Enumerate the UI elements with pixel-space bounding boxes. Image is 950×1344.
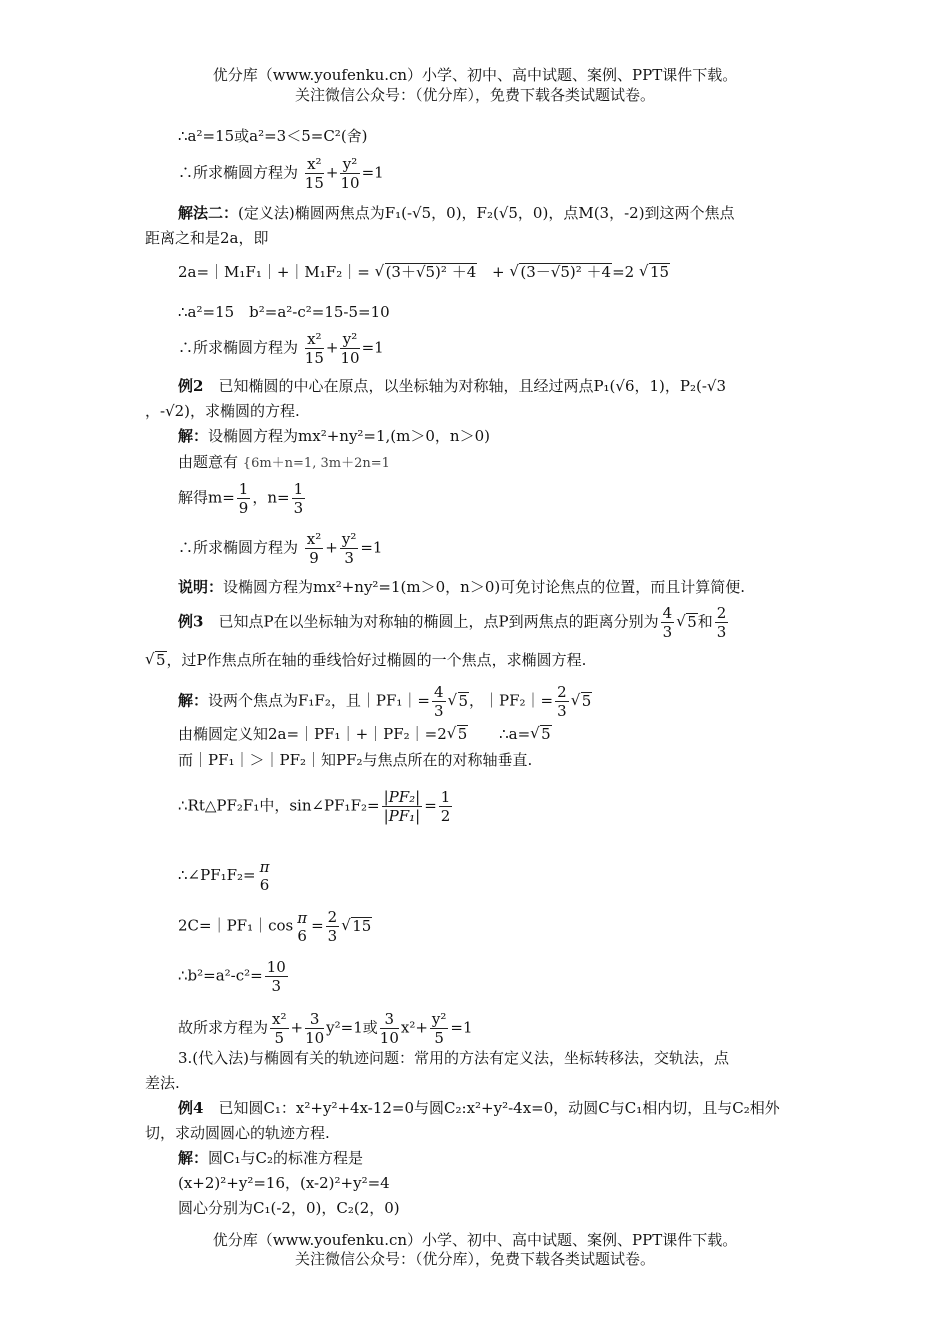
radicand: 5: [457, 725, 468, 743]
sqrt-5: [450, 691, 470, 711]
text: 2a=｜M₁F₁｜+｜M₁F₂｜=: [178, 263, 370, 281]
header-line-2: 关注微信公众号：（优分库），免费下载各类试题试卷。: [294, 86, 655, 104]
text: 和: [697, 612, 713, 631]
radicand: 5: [541, 725, 551, 743]
den: 9: [309, 549, 319, 567]
den: 3: [662, 623, 673, 641]
den: 3: [327, 927, 338, 945]
num: 10: [266, 958, 286, 976]
example-3-line: [178, 604, 730, 641]
num: 2: [557, 683, 567, 701]
text: ，｜PF₂｜=: [469, 691, 554, 710]
den: 10: [379, 1029, 399, 1047]
example-2-answer: [178, 530, 382, 567]
den: 3: [344, 549, 354, 567]
text: 故所求方程为: [178, 1018, 269, 1037]
sqrt-a: [377, 262, 478, 282]
num: x²: [305, 330, 324, 349]
fraction-pi-6: [258, 858, 272, 894]
den: 15: [304, 174, 324, 192]
plus: +: [290, 1018, 304, 1037]
fraction-10-3: [265, 958, 288, 995]
num: 1: [293, 480, 304, 498]
den: 5: [274, 1029, 285, 1047]
example-3-perpendicular: 而｜PF₁｜＞｜PF₂｜知PF₂与焦点所在的对称轴垂直.: [178, 751, 533, 769]
den: 6: [259, 876, 270, 894]
text: ∴Rt△PF₂F₁中，sin∠PF₁F₂=: [178, 796, 380, 815]
radicand: (3＋√5)² ＋4: [385, 263, 477, 281]
example-3-sine: [178, 788, 454, 825]
num: 4: [662, 604, 673, 622]
num: π: [297, 908, 308, 927]
example-3-text: 已知点P在以坐标轴为对称轴的椭圆上，点P到两焦点的距离分别为: [203, 612, 659, 631]
num: 1: [440, 788, 451, 806]
footer-line-2: 关注微信公众号：（优分库），免费下载各类试题试卷。: [294, 1250, 655, 1268]
den: 10: [305, 1029, 325, 1047]
line-2a-sum: [178, 262, 670, 282]
equation-system: {6m＋n=1, 3m＋2n=1: [242, 456, 390, 471]
den: 2: [440, 807, 451, 825]
example-4-line: [178, 1098, 780, 1118]
solution-text: 设椭圆方程为mx²+ny²=1,(m＞0，n＞0): [208, 427, 490, 445]
example-2-solved: [178, 480, 307, 517]
line-ellipse-eq-1: [178, 155, 384, 192]
den: 6: [297, 926, 307, 945]
method-two-label: 解法二：: [178, 204, 239, 222]
line-a2-b2: ∴a²=15 b²=a²-c²=15-5=10: [178, 303, 390, 321]
den: 15: [304, 349, 324, 367]
num: 3: [305, 1010, 324, 1029]
fraction-x2-15: [305, 155, 324, 192]
fraction-pf2-pf1: [382, 788, 423, 825]
radicand: 5: [581, 691, 592, 710]
den: 5: [434, 1029, 444, 1047]
text: 由题意有: [178, 453, 239, 471]
den: 3: [271, 977, 282, 995]
num: x²: [272, 1010, 287, 1028]
text: ，过P作焦点所在轴的垂线恰好过椭圆的一个焦点，求椭圆方程.: [166, 651, 587, 669]
example-3-answer: [178, 1010, 473, 1047]
plus: +: [325, 538, 338, 557]
text: y²=1或: [326, 1018, 378, 1037]
sqrt-5: [449, 724, 469, 744]
den: 10: [340, 349, 360, 367]
sqrt-15: [343, 916, 372, 936]
example-4-line-2: 切，求动圆圆心的轨迹方程.: [145, 1124, 330, 1142]
example-2-line: [178, 376, 726, 396]
method-two-text: (定义法)椭圆两焦点为F₁(-√5，0)，F₂(√5，0)，点M(3，-2)到这两个焦点: [238, 204, 735, 222]
text: ∴所求椭圆方程为: [178, 163, 299, 182]
example-4-standard: (x+2)²+y²=16，(x-2)²+y²=4: [178, 1174, 390, 1192]
example-2-solution: [178, 426, 490, 446]
radicand: 5: [687, 612, 697, 631]
header-line-1: 优分库（www.youfenku.cn）小学、初中、高中试题、案例、PPT课件下载。: [212, 66, 738, 84]
fraction-1-2: [439, 788, 453, 825]
plus: +: [492, 263, 505, 281]
text: ∴所求椭圆方程为: [178, 338, 299, 357]
sqrt-b: [511, 262, 612, 282]
text: 2C=｜PF₁｜cos: [178, 916, 294, 935]
example-2-text: 已知椭圆的中心在原点，以坐标轴为对称轴，且经过两点P₁(√6，1)，P₂(-√3: [203, 377, 727, 395]
text: ∴b²=a²-c²=: [178, 966, 263, 985]
note-line: [178, 577, 745, 597]
fraction-2-3: [555, 683, 569, 720]
text: 设两个焦点为F₁F₂，且｜PF₁｜=: [208, 691, 430, 710]
den: 10: [340, 174, 360, 192]
example-3-angle: [178, 858, 273, 894]
fraction-pi-6: [295, 909, 309, 945]
text: ∴a=: [499, 725, 531, 743]
method-two-line: [178, 203, 735, 223]
note-label: 说明：: [178, 578, 224, 596]
example-3-solution: [178, 683, 592, 720]
example-2-label: 例2: [178, 377, 204, 395]
fraction-4-3: [432, 683, 446, 720]
section-3-line-2: 差法.: [145, 1074, 180, 1092]
line-ellipse-eq-2: [178, 330, 384, 367]
eq: =1: [361, 338, 384, 357]
example-4-label: 例4: [178, 1099, 204, 1117]
section-3-line: 3.(代入法)与椭圆有关的轨迹问题：常用的方法有定义法，坐标转移法，交轨法，点: [178, 1049, 730, 1067]
sqrt-5: [678, 612, 698, 632]
fraction-3-10: [305, 1010, 324, 1047]
text: 解得m=: [178, 488, 235, 507]
num: y²: [340, 155, 359, 174]
fraction-y2-10: [340, 155, 359, 192]
plus: +: [325, 163, 339, 182]
example-3-b2: [178, 958, 290, 995]
eq: =2: [612, 263, 635, 281]
text: x²+: [400, 1018, 428, 1037]
example-3-label: 例3: [178, 612, 204, 631]
solution-text: 圆C₁与C₂的标准方程是: [208, 1149, 363, 1167]
den: 9: [238, 499, 249, 517]
radicand: 5: [458, 691, 469, 710]
num: 3: [380, 1010, 399, 1029]
den: 3: [433, 702, 444, 720]
example-3-line-2: [145, 650, 586, 670]
text: ，n=: [252, 488, 290, 507]
den: 3: [293, 499, 304, 517]
eq: =1: [450, 1018, 473, 1037]
sqrt-5: [532, 724, 552, 744]
example-4-centers: 圆心分别为C₁(-2，0)，C₂(2，0): [178, 1199, 400, 1217]
example-3-definition: [178, 724, 552, 744]
num: π: [259, 858, 270, 876]
fraction-2-3: [326, 908, 340, 945]
den: 3: [716, 623, 727, 641]
num: |PF₂|: [383, 788, 421, 806]
fraction-1-9: [237, 480, 251, 517]
eq: =: [311, 916, 324, 935]
num: 1: [238, 480, 249, 498]
den: 3: [557, 702, 567, 720]
eq: =1: [360, 538, 383, 557]
method-two-line-2: 距离之和是2a，即: [145, 229, 269, 247]
example-4-solution: [178, 1148, 363, 1168]
fraction-3-10: [380, 1010, 399, 1047]
fraction-x2-9: [305, 530, 323, 567]
radicand: (3－√5)² ＋4: [520, 263, 612, 281]
eq: =: [424, 796, 437, 815]
plus: +: [325, 338, 339, 357]
solution-label: 解：: [178, 691, 209, 710]
radicand: 15: [352, 916, 372, 935]
fraction-1-3: [292, 480, 306, 517]
num: x²: [306, 530, 322, 548]
num: y²: [341, 530, 357, 548]
example-2-system: [178, 452, 390, 474]
num: 2: [716, 604, 727, 622]
fraction-x2-5: [270, 1010, 288, 1047]
solution-label: 解：: [178, 1149, 209, 1167]
num: 2: [327, 908, 338, 926]
fraction-y2-5: [430, 1010, 449, 1047]
solution-label: 解：: [178, 427, 209, 445]
line-a2-15: ∴a²=15或a²=3＜5=C²(舍): [178, 127, 368, 145]
note-text: 设椭圆方程为mx²+ny²=1(m＞0，n＞0)可免讨论焦点的位置，而且计算简便.: [223, 578, 745, 596]
fraction-y2-10: [340, 330, 359, 367]
fraction-x2-15: [305, 330, 324, 367]
sqrt-5: [147, 650, 167, 670]
fraction-y2-3: [340, 530, 359, 567]
den: |PF₁|: [383, 807, 421, 825]
eq: =1: [361, 163, 384, 182]
example-2-line-2: ，-√2)，求椭圆的方程.: [145, 402, 300, 420]
num: x²: [305, 155, 324, 174]
sqrt-15: [641, 262, 670, 282]
example-3-2c: [178, 908, 372, 945]
sqrt-5: [573, 691, 593, 711]
radicand: 15: [649, 263, 670, 281]
text: ∴∠PF₁F₂=: [178, 866, 256, 884]
footer-line-1: 优分库（www.youfenku.cn）小学、初中、高中试题、案例、PPT课件下载。: [212, 1231, 738, 1249]
radicand: 5: [156, 651, 166, 669]
example-4-text: 已知圆C₁：x²+y²+4x-12=0与圆C₂:x²+y²-4x=0，动圆C与C₁相内切，且与C₂相外: [203, 1099, 780, 1117]
text: ∴所求椭圆方程为: [178, 538, 299, 557]
num: y²: [340, 330, 359, 349]
text: 由椭圆定义知2a=｜PF₁｜+｜PF₂｜=2: [178, 725, 447, 743]
fraction-2-3: [715, 604, 729, 641]
num: 4: [433, 683, 444, 701]
fraction-4-3: [661, 604, 675, 641]
num: y²: [431, 1010, 447, 1028]
